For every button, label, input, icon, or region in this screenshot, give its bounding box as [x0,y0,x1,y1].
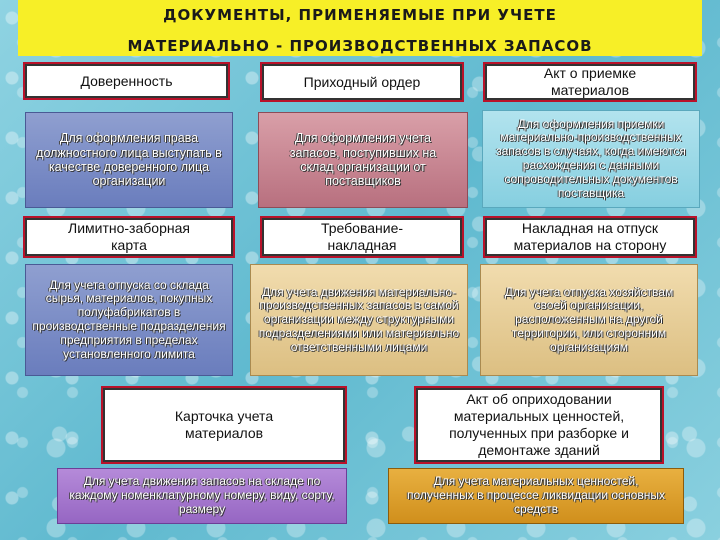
doc-desc-inventory-card: Для учета движения запасов на складе по каждому номенклатурному номеру, виду, сорту, размеру [57,468,347,524]
doc-desc-acceptance-act: Для оформления приемки материально-производственных запасов в случаях, когда имеются расхождения с данными сопроводительных документов поставщика [482,110,700,208]
doc-header-power-of-attorney: Доверенность [25,64,228,98]
doc-header-requisition-invoice: Требование-накладная [262,218,462,256]
doc-header-receipt-order: Приходный ордер [262,64,462,100]
doc-desc-external-issue-invoice: Для учета отпуска хозяйствам своей организации, расположенным на другой территории, или сторонним организациям [480,264,698,376]
page-title [18,0,702,56]
doc-desc-limit-card: Для учета отпуска со склада сырья, материалов, покупных полуфабрикатов в производственные подразделения предприятия в пределах установленного лимита [25,264,233,376]
doc-desc-dismantling-act: Для учета материальных ценностей, полученных в процессе ликвидации основных средств [388,468,684,524]
doc-header-external-issue-invoice: Накладная на отпуск материалов на сторону [485,218,695,256]
doc-desc-power-of-attorney: Для оформления права должностного лица выступать в качестве доверенного лица организации [25,112,233,208]
doc-desc-receipt-order: Для оформления учета запасов, поступивших на склад организации от поставщиков [258,112,468,208]
title-line-1: ДОКУМЕНТЫ, ПРИМЕНЯЕМЫЕ ПРИ УЧЕТЕ [163,6,557,24]
doc-header-inventory-card: Карточка учета материалов [103,388,345,462]
doc-header-acceptance-act: Акт о приемке материалов [485,64,695,100]
doc-header-limit-card: Лимитно-заборная карта [25,218,233,256]
title-line-2: МАТЕРИАЛЬНО - ПРОИЗВОДСТВЕННЫХ ЗАПАСОВ [127,37,593,55]
doc-header-dismantling-act: Акт об оприходовании материальных ценностей, полученных при разборке и демонтаже зданий [416,388,662,462]
doc-desc-requisition-invoice: Для учета движения материально-производственных запасов в самой организации между структурными подразделениями или материально ответственными лицами [250,264,468,376]
